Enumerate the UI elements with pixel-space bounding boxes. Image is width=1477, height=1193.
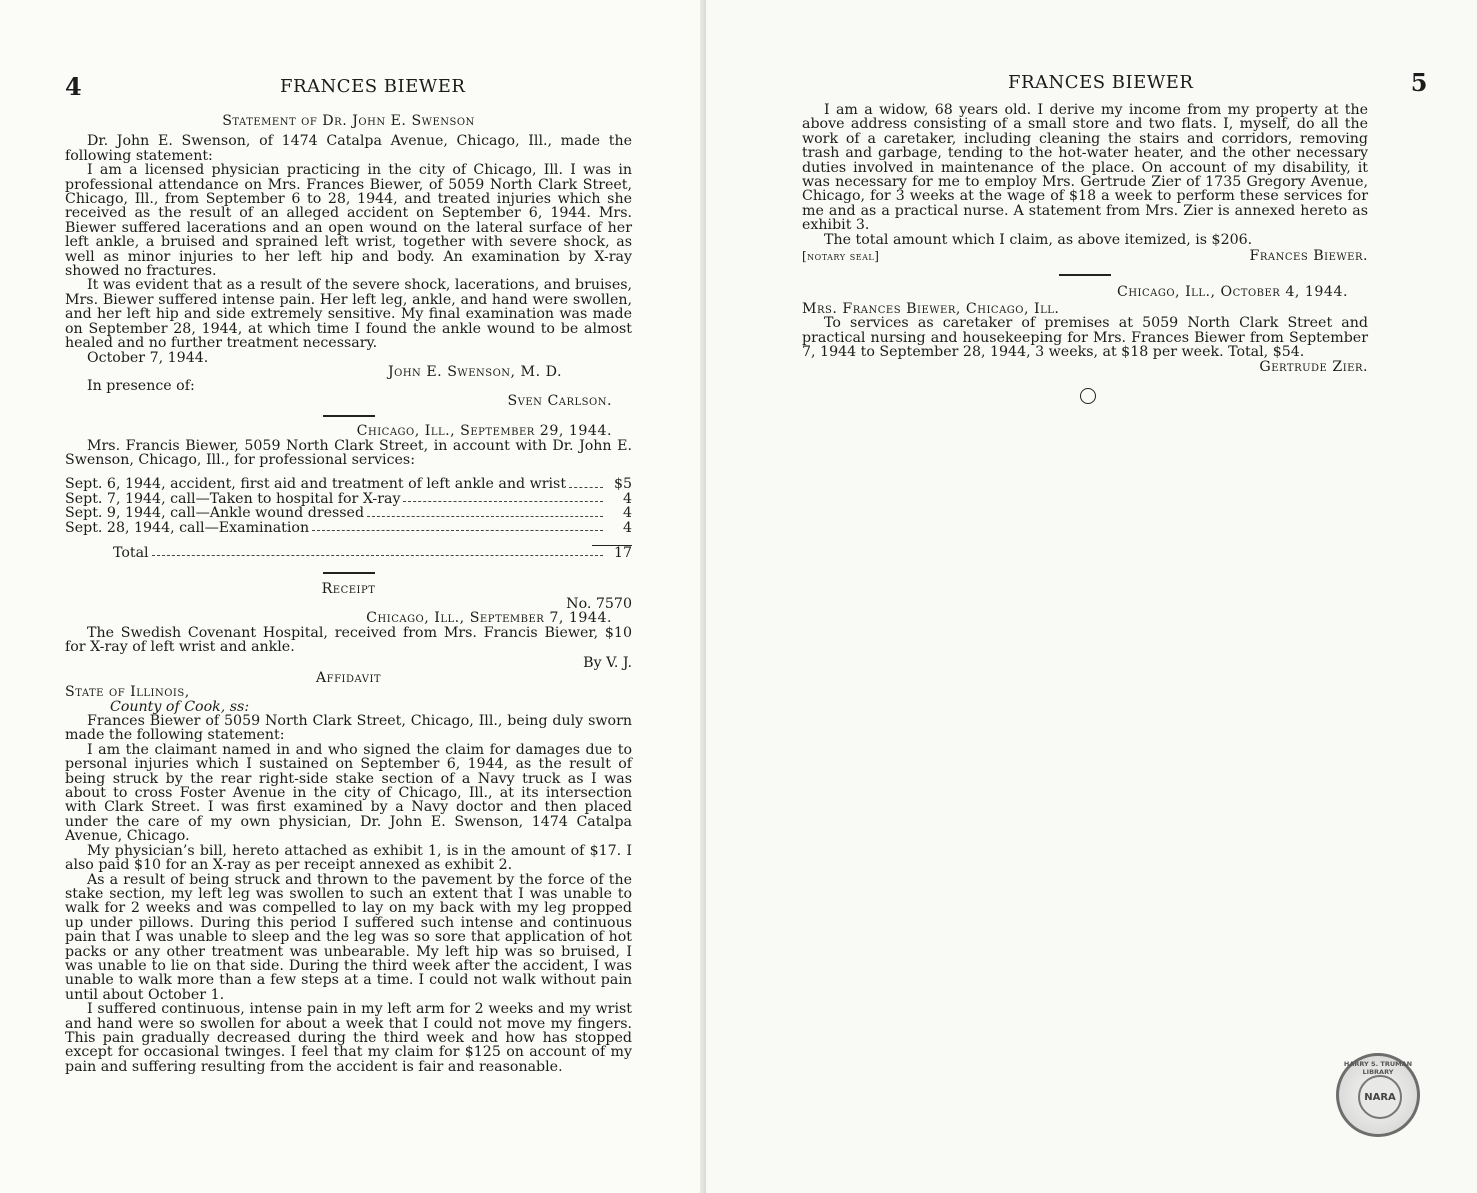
receipt-text: The Swedish Covenant Hospital, received from Mrs. Francis Biewer, $10 for X-ray of left wrist and ankle. <box>65 624 632 655</box>
page-header-right <box>1008 68 1428 97</box>
notary-line <box>802 249 1368 263</box>
notary-seal: [notary seal] <box>802 249 880 264</box>
bill-item-amount: $5 <box>613 476 632 493</box>
stamp-inner-text: NARA <box>1358 1075 1402 1119</box>
affidavit-state: State of Illinois, <box>65 684 190 701</box>
section-heading: Statement of Dr. John E. Swenson <box>222 113 475 129</box>
bill-place-date: Chicago, Ill., September 29, 1944. <box>356 423 612 440</box>
signature: Gertrude Zier. <box>1259 358 1368 375</box>
affidavit-county: County of Cook, ss: <box>110 698 250 715</box>
paragraph: As a result of being struck and thrown to the pavement by the force of the stake section, my left leg was swollen to such an extent that I was unable to walk for 2 weeks and was compelled to lay on my back with my leg propped up under pillows. During this period I suffered such intense and continuous pain that I was unable to sleep and the leg was so sore that application of hot packs or any other treatment was unbearable. My left hip was so bruised, I was unable to lie on that side. During the third week after the accident, I was unable to walk more than a few steps at a time. I could not walk without pain until about October 1. <box>65 871 632 1003</box>
paragraph: Dr. John E. Swenson, of 1474 Catalpa Avenue, Chicago, Ill., made the following statement: <box>65 133 632 164</box>
right-column <box>802 103 1368 374</box>
receipt-signed: By V. J. <box>583 655 632 672</box>
right-page <box>706 0 1477 1193</box>
page-number: 5 <box>1410 68 1428 97</box>
paragraph: It was evident that as a result of the severe shock, lacerations, and bruises, Mrs. Biewer suffered intense pain. Her left leg, ankle, and hand were swollen, and her left hip and side extremely sensitive. My final examination was made on September 28, 1944, at which time I found the ankle wound to be almost healed and no further treatment necessary. <box>65 277 632 352</box>
bill-total <box>65 546 632 560</box>
bill-item-desc: Sept. 7, 1944, call—Taken to hospital for X-ray <box>65 490 401 507</box>
divider <box>323 415 375 417</box>
bill-item <box>65 477 632 491</box>
divider <box>323 572 375 574</box>
zier-place-date: Chicago, Ill., October 4, 1944. <box>1116 284 1348 301</box>
signature: John E. Swenson, M. D. <box>387 363 562 380</box>
paragraph: To services as caretaker of premises at 5059 North Clark Street and practical nursing and housekeeping for Mrs. Frances Biewer from September 7, 1944 to September 28, 1944, 3 weeks, at $18 per week. Total, $54. <box>802 315 1368 361</box>
bill-item-amount: 4 <box>622 519 632 536</box>
bill-item <box>65 521 632 535</box>
paragraph: I am a widow, 68 years old. I derive my income from my property at the above address consisting of a small store and two flats. I, myself, do all the work of a caretaker, including cleaning the stairs and corridors, removing trash and garbage, tending to the hot-water heater, and the other necessary duties involved in maintenance of the place. On account of my disability, it was necessary for me to employ Mrs. Gertrude Zier of 1735 Gregory Avenue, Chicago, for 3 weeks at the wage of $18 a week to perform these services for me and as a practical nurse. A statement from Mrs. Zier is annexed hereto as exhibit 3. <box>802 102 1368 234</box>
paragraph: I suffered continuous, intense pain in my left arm for 2 weeks and my wrist and hand were so swollen for about a week that I could not move my fingers. This pain gradually decreased during the third week and how has stopped except for occasional twinges. I feel that my claim for $125 on account of my pain and suffering resulting from the accident is fair and reasonable. <box>65 1001 632 1075</box>
left-page <box>0 0 706 1193</box>
paragraph: The total amount which I claim, as above itemized, is $206. <box>824 231 1253 248</box>
library-stamp <box>1336 1053 1420 1137</box>
page-number: 4 <box>65 72 83 101</box>
left-column <box>65 114 632 1074</box>
bill-item <box>65 506 632 520</box>
signature: Frances Biewer. <box>1249 248 1368 265</box>
divider <box>1059 274 1111 276</box>
stamp-outer-text: HARRY S. TRUMAN LIBRARY <box>1343 1060 1413 1076</box>
bill-item-desc: Sept. 9, 1944, call—Ankle wound dressed <box>65 505 365 522</box>
bill-total-label: Total <box>113 544 149 561</box>
paragraph: I am the claimant named in and who signed the claim for damages due to personal injuries which I sustained on September 6, 1944, as the result of being struck by the rear right-side stake section of a Navy truck as I was about to cross Foster Avenue in the city of Chicago, Ill., at its intersection with Clark Street. I was first examined by a Navy doctor and then placed under the care of my own physician, Dr. John E. Swenson, 1474 Catalpa Avenue, Chicago. <box>65 741 632 845</box>
paragraph: My physician’s bill, hereto attached as exhibit 1, is in the amount of $17. I also paid $10 for an X-ray as per receipt annexed as exhibit 2. <box>65 842 632 874</box>
bill-item <box>65 492 632 506</box>
bill-item-amount: 4 <box>622 490 632 507</box>
bill-item-amount: 4 <box>622 505 632 522</box>
running-head: FRANCES BIEWER <box>280 76 466 97</box>
paragraph: Frances Biewer of 5059 North Clark Street, Chicago, Ill., being duly sworn made the following statement: <box>65 713 632 744</box>
receipt-place-date: Chicago, Ill., September 7, 1944. <box>366 610 612 627</box>
receipt-heading: Receipt <box>321 581 376 598</box>
bill-items <box>65 477 632 560</box>
running-head: FRANCES BIEWER <box>1008 72 1194 93</box>
receipt-number: No. 7570 <box>566 595 632 612</box>
bill-intro: Mrs. Francis Biewer, 5059 North Clark Street, in account with Dr. John E. Swenson, Chicago, Ill., for professional services: <box>65 437 632 468</box>
affidavit-heading: Affidavit <box>315 669 382 686</box>
page-header-left <box>65 72 665 101</box>
paragraph: I am a licensed physician practicing in the city of Chicago, Ill. I was in professional attendance on Mrs. Frances Biewer, of 5059 North Clark Street, Chicago, Ill., from September 6 to 28, 1944, and treated injuries which she received as the result of an alleged accident on September 6, 1944. Mrs. Biewer suffered lacerations and an open wound on the lateral surface of her left ankle, a bruised and sprained left wrist, together with severe shock, as well as minor injuries to her left hip and body. An examination by X-ray showed no fractures. <box>65 162 632 280</box>
bill-item-desc: Sept. 6, 1944, accident, first aid and treatment of left ankle and wrist <box>65 476 567 493</box>
date-line: October 7, 1944. <box>87 349 209 366</box>
presence-label: In presence of: <box>87 378 195 395</box>
zier-addressee: Mrs. Frances Biewer, Chicago, Ill. <box>802 300 1060 317</box>
bill-total-amount: 17 <box>613 544 632 561</box>
witness-signature: Sven Carlson. <box>507 392 612 409</box>
bill-item-desc: Sept. 28, 1944, call—Examination <box>65 519 310 536</box>
circle-mark <box>1080 388 1096 404</box>
